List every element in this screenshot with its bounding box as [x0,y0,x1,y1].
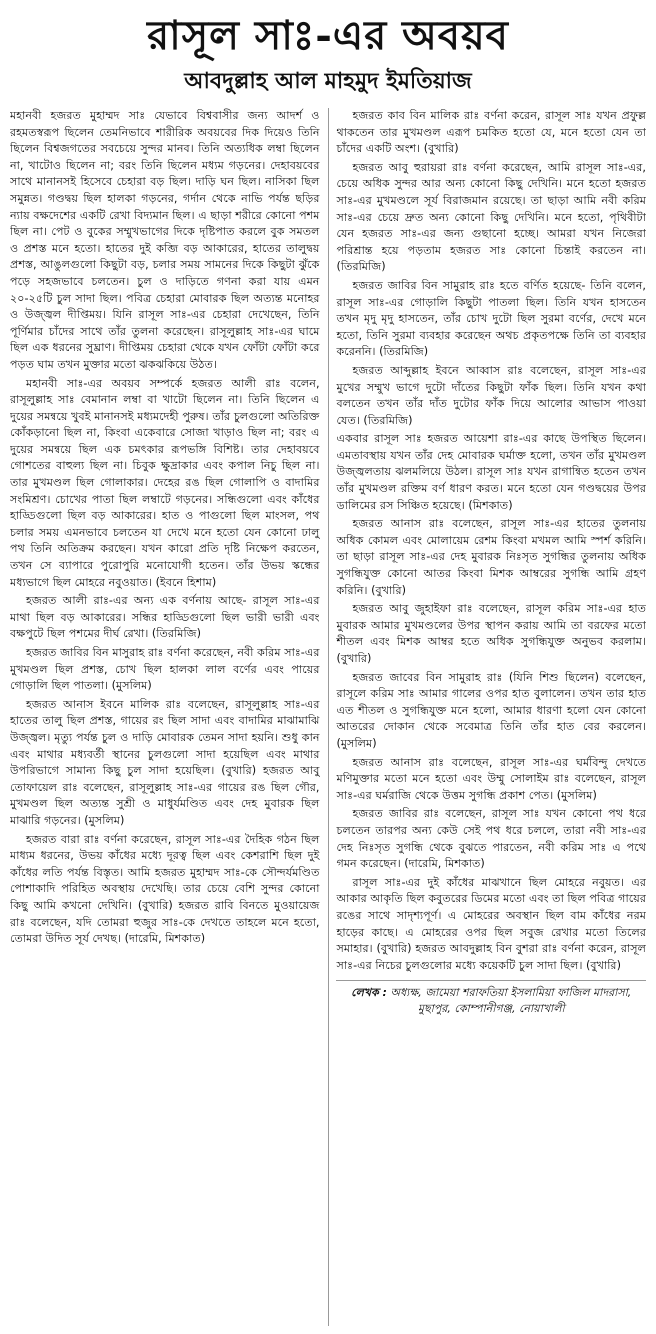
paragraph: হজরত বারা রাঃ বর্ণনা করেছেন, রাসূল সাঃ-এর দৈহিক গঠন ছিল মাধ্যম ধরনের, উভয় কাঁধের মধ্যে দূরত্ব ছিল এবং কেশরাশি ছিল দুই কাঁধের লতি পর্যন্ত বিস্তৃত। আমি হজরত মুহাম্মদ সাঃ-কে সৌন্দর্যমণ্ডিত পোশাকাদি পরিহিত অবস্থায় দেখেছি। তার চেয়ে বেশি সুন্দর কোনো কিছু আমি কখনো দেখিনি। (বুখারি) হজরত রাবি বিনতে মুওয়ায়েজ রাঃ বলেছেন, যদি তোমরা হুজুর সাঃ-কে দেখতে তাহলে মনে হতো, তোমরা উদিত সূর্য দেখছ। (দারেমি, মিশকাত) [10,832,320,946]
credit-text: অধ্যক্ষ, জামেয়া শরাফতিয়া ইসলামিয়া ফাজিল মাদরাসা, মুছাপুর, কোম্পানীগঞ্জ, নোয়াখালী [390,986,632,1016]
paragraph: হজরত জাবের বিন সামুরাহ রাঃ (যিনি শিশু ছিলেন) বলেছেন, রাসূলে করিম সাঃ আমার গালের ওপর হাত বুলালেন। তখন তার হাত এত শীতল ও সুগন্ধিযুক্ত মনে হলো, আমার ধারণা হলো যেন কোনো আতরের দোকান থেকে সবেমাত্র তিনি তাঁর হাত বের করলেন। (মুসলিম) [336,670,646,750]
paragraph: হজরত আবু হুরায়রা রাঃ বর্ণনা করেছেন, আমি রাসূল সাঃ-এর, চেয়ে অধিক সুন্দর আর অন্য কোনো কিছু দেখিনি। মনে হতো হজরত সাঃ-এর মুখমণ্ডলে সূর্য বিরাজমান রয়েছে। তা ছাড়া আমি নবী করিম সাঃ-এর চেয়ে দ্রুত অন্য কোনো কিছু দেখিনি। মনে হতো, পৃথিবীটা যেন হজরত সাঃ-এর জন্য গুছানো হচ্ছে। আমরা যখন নিজেরা পরিশ্রান্ত হয়ে পড়তাম হজরত সাঃ কোনো চিন্তাই করতেন না। (তিরমিজি) [336,160,646,274]
paragraph: হজরত আনাস ইবনে মালিক রাঃ বলেছেন, রাসূলুল্লাহ সাঃ-এর হাতের তালু ছিল প্রশস্ত, গায়ের রং ছিল সাদা এবং বাদামির মাঝামাঝি উজ্জ্বল। মৃত্যু পর্যন্ত চুল ও দাড়ি মোবারক তেমন সাদা হয়নি। শুধু কান এবং মাথার মধ্যবর্তী স্থানের চুলগুলো সাদা হয়েছিল এবং মাথার উপরিভাগে সামান্য কিছু চুল সাদা হয়েছিল। (বুখারি) হজরত আবু তোফায়েল রাঃ বলেছেন, রাসূলুল্লাহ সাঃ-এর গায়ের রঙ ছিল গৌর, মুখমণ্ডল ছিল অত্যন্ত সুশ্রী ও মাধুর্যমণ্ডিত এবং দেহ মুবারক ছিল মাঝারি গড়নের। (মুসলিম) [10,697,320,827]
paragraph: হজরত আনাস রাঃ বলেছেন, রাসূল সাঃ-এর হাতের তুলনায় অধিক কোমল এবং মোলায়েম রেশম কিংবা মখমল আমি স্পর্শ করিনি। তা ছাড়া রাসূল সাঃ-এর দেহ মুবারক নিঃসৃত সুগন্ধির তুলনায় অধিক সুগন্ধিযুক্ত কোনো আতর কিংবা মিশক আম্বরের সুগন্ধি আমি গ্রহণ করিনি। (বুখারি) [336,517,646,597]
paragraph: হজরত আলী রাঃ-এর অন্য এক বর্ণনায় আছে- রাসূল সাঃ-এর মাথা ছিল বড় আকারের। সন্ধির হাড্ডিগুলো ছিল ভারী ভারী এবং বক্ষপুটে ছিল পশমের দীর্ঘ রেখা। (তিরমিজি) [10,594,320,641]
paragraph: হজরত আনাস রাঃ বলেছেন, রাসূল সাঃ-এর ঘর্মবিন্দু দেখতে মণিমুক্তার মতো মনে হতো এবং উম্মু সোলাইম রাঃ বলেছেন, রাসূল সাঃ-এর ঘর্মরাজি থেকে উত্তম সুগন্ধি প্রকাশ পেত। (মুসলিম) [336,755,646,802]
paragraph: একবার রাসূল সাঃ হজরত আয়েশা রাঃ-এর কাছে উপস্থিত ছিলেন। এমতাবস্থায় যখন তাঁর দেহ মোবারক ঘর্মাক্ত হলো, তখন তাঁর মুখমণ্ডল উজ্জ্বলতায় ঝলমলিয়ে উঠল। রাসূল সাঃ যখন রাগান্বিত হতেন তখন তাঁর মুখমণ্ডল রক্তিম বর্ণ ধারণ করত। মনে হতো যেন গণ্ডদ্বয়ের উপর ডালিমের রস সিঞ্চিত হয়েছে। (মিশকাত) [336,432,646,512]
paragraph: হজরত জাবির বিন সামুরাহ রাঃ হতে বর্ণিত হয়েছে- তিনি বলেন, রাসূল সাঃ-এর গোড়ালি কিছুটা পাতলা ছিল। তিনি যখন হাসতেন তখন মৃদু মৃদু হাসতেন, তাঁর চোখ দুটো ছিল সুরমা বর্ণের, দেখে মনে হতো, তিনি সুরমা ব্যবহার করেছেন অথচ প্রকৃতপক্ষে তিনি তা ব্যবহার করেননি। (তিরমিজি) [336,278,646,359]
right-column [336,108,646,1326]
paragraph: রাসূল সাঃ-এর দুই কাঁধের মাঝখানে ছিল মোহরে নবুয়ত। এর আকার আকৃতি ছিল কবুতরের ডিমের মতো এবং তা ছিল পবিত্র গায়ের রঙের সাথে সাদৃশ্যপূর্ণ। এ মোহরের অবস্থান ছিল বাম কাঁধের নরম হাড়ের কাছে। এ মোহরের ওপর ছিল সবুজ রেখার মতো তিলের সমাহার। (বুখারি) হজরত আবদুল্লাহ বিন বুশরা রাঃ বর্ণনা করেন, রাসূল সাঃ-এর নিচের চুলগুলোর মধ্যে কয়েকটি চুল সাদা ছিল। (বুখারি) [336,875,646,972]
paragraph: হজরত জাবির বিন মাসুরাহ রাঃ বর্ণনা করেছেন, নবী করিম সাঃ-এর মুখমণ্ডল ছিল প্রশস্ত, চোখ ছিল হালকা লাল বর্ণের এবং পায়ের গোড়ালি ছিল পাতলা। (মুসলিম) [10,646,320,693]
paragraph: হজরত আব্দুল্লাহ ইবনে আব্বাস রাঃ বলেছেন, রাসূল সাঃ-এর মুখের সম্মুখ ভাগে দুটো দাঁতের কিছুটা ফাঁক ছিল। তিনি যখন কথা বলতেন তখন তাঁর দাঁত দুটোর ফাঁক দিয়ে আলোর আভাস পাওয়া যেত। (তিরমিজি) [336,363,646,427]
author-byline: আবদুল্লাহ আল মাহমুদ ইমতিয়াজ [184,68,472,94]
article-title: রাসূল সাঃ-এর অবয়ব [147,12,509,59]
paragraph: হজরত জাবির রাঃ বলেছেন, রাসূল সাঃ যখন কোনো পথ ধরে চলতেন তারপর অন্য কেউ সেই পথ ধরে চললে, তারা নবী সাঃ-এর দেহ নিঃসৃত সুগন্ধি থেকে বুঝতে পারতেন, নবী করিম সাঃ এ পথে গমন করেছেন। (দারেমি, মিশকাত) [336,807,646,871]
paragraph: মহানবী সাঃ-এর অবয়ব সম্পর্কে হজরত আলী রাঃ বলেন, রাসূলুল্লাহ সাঃ বেমানান লম্বা বা খাটো ছিলেন না। তিনি ছিলেন এ দুয়ের সমন্বয়ে খুবই মানানসই মধ্যমদেহী পুরুষ। তাঁর চুলগুলো অতিরিক্ত কোঁকড়ানো ছিল না, কিংবা একেবারে সোজা খাড়াও ছিল না; বরং এ দুয়ের সমন্বয়ে ছিল এক চমৎকার রূপভঙ্গি বিশিষ্ট। তার দেহাবয়বে গোশতের বাহুল্য ছিল না। চিবুক ক্ষুদ্রাকার এবং কপাল নিচু ছিল না। তার মুখমণ্ডল ছিল গোলাকার। দেহের রঙ ছিল গোলাপি ও বাদামির সংমিশ্রণ। চোখের পাতা ছিল লম্বাটে গড়নের। সন্ধিগুলো এবং কাঁধের হাড্ডিগুলো ছিল বড় আকারের। হাত ও পাগুলো ছিল মাংসল, পথ চলার সময় এমনভাবে চলতেন যা দেখে মনে হতো যেন কোনো ঢালু পথ তিনি অতিক্রম করছেন। যখন কারো প্রতি দৃষ্টি নিক্ষেপ করতেন, তখন সে ব্যাপারে পুরোপুরি মনোযোগী হতেন। তাঁর উভয় স্কন্ধের মধ্যভাগে ছিল মোহরে নবুওয়াত। (ইবনে হিশাম) [10,376,320,589]
article-body [10,108,646,1326]
paragraph: হজরত কাব বিন মালিক রাঃ বর্ণনা করেন, রাসূল সাঃ যখন প্রফুল্ল থাকতেন তার মুখমণ্ডল এরূপ চমকিত হতো যে, মনে হতো যেন তা চাঁদের একটি অংশ। (বুখারি) [336,109,646,156]
author-credit [336,980,646,1017]
column-divider [328,108,329,1326]
paragraph: মহানবী হজরত মুহাম্মদ সাঃ যেভাবে বিশ্ববাসীর জন্য আদর্শ ও রহমতস্বরূপ ছিলেন তেমনিভাবে শারীরিক অবয়বের দিক দিয়েও তিনি ছিলেন বিশ্বজগতের সবচেয়ে সুন্দর মানব। তিনি অত্যধিক লম্বা ছিলেন না, খাটোও ছিলেন না; বরং তিনি ছিলেন মধ্যম গড়নের। দেহাবয়বের সাথে মানানসই হিসেবে চেহারা বড় ছিল। দাড়ি ঘন ছিল। নাসিকা ছিল সমুন্নত। গণ্ডদ্বয় ছিল হালকা গড়নের, গর্দান থেকে নাভি পর্যন্ত ছড়ির ন্যায় বক্ষদেশের একটি রেখা বিদ্যমান ছিল। এ ছাড়া শরীরে কোনো পশম ছিল না। পেট ও বুকের সম্মুখভাগের দিকে দৃষ্টিপাত করলে বুক সমতল ও প্রশস্ত মনে হতো। হাতের দুই কব্জি বড় আকারের, হাতের তালুদ্বয় প্রশস্ত, আঙুলগুলো কিছুটা বড়, চলার সময় সামনের দিকে কিছুটা ঝুঁকে পড়ে সহজভাবে চলতেন। চুল ও দাড়িতে গণনা করা যায় এমন ২০-২৫টি চুল সাদা ছিল। পবিত্র চেহারা মোবারক ছিল অত্যন্ত মনোহর ও উজ্জ্বল দীপ্তিময়। যিনি রাসূল সাঃ-এর চেহারা দেখেছেন, তিনি পূর্ণিমার চাঁদের সাথে তাঁর তুলনা করেছেন। রাসূলুল্লাহ সাঃ-এর ঘামে ছিল এক ধরনের সুঘ্রাণ। দীপ্তিময় চেহারা থেকে যখন ফোঁটা ফোঁটা করে পড়ত ঘাম তখন মুক্তার মতো ঝকঝকিয়ে উঠত। [10,109,320,371]
left-column [10,108,320,1326]
credit-label: লেখক : [351,986,387,1000]
paragraph: হজরত আবু জুহাইফা রাঃ বলেছেন, রাসূল করিম সাঃ-এর হাত মুবারক আমার মুখমণ্ডলের উপর স্থাপন করায় আমি তা বরফের মতো শীতল এবং মিশক আম্বর হতে অধিক সুগন্ধিযুক্ত অনুভব করলাম। (বুখারি) [336,602,646,665]
